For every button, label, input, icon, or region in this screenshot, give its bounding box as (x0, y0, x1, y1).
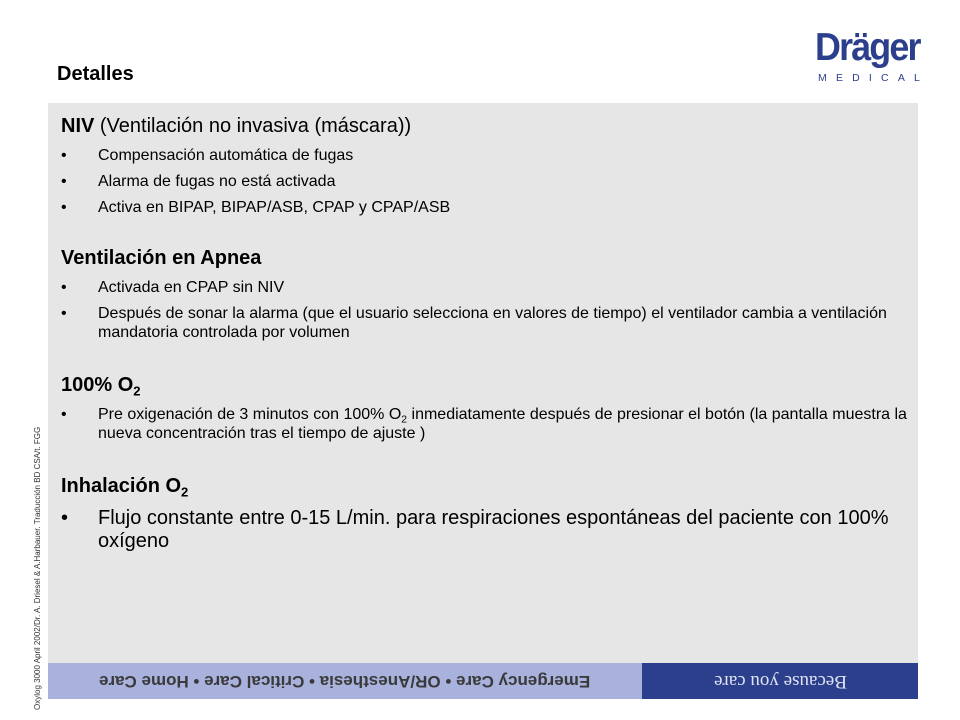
oxygen-subscript: 2 (401, 414, 408, 426)
footer-segments-text: Emergency Care • OR/Anesthesia • Critical Care • Home Care (99, 672, 591, 691)
list-item-text: Pre oxigenación de 3 minutos con 100% O (98, 406, 402, 423)
bullet-icon: • (61, 147, 67, 164)
apnea-title: Ventilación en Apnea (61, 247, 262, 269)
bullet-icon: • (61, 173, 67, 190)
logo-subtitle: MEDICAL (818, 72, 930, 84)
bullet-icon: • (61, 199, 67, 216)
section-niv-heading (61, 113, 921, 139)
list-item (61, 198, 921, 217)
list-item-text: Flujo constante entre 0-15 L/min. para respiraciones espontáneas del paciente con 100% oxígeno (98, 507, 889, 552)
footer-banner (48, 663, 918, 699)
list-item-text: Activada en CPAP sin NIV (98, 279, 285, 296)
list-item-text: Compensación automática de fugas (98, 147, 354, 164)
section-oxygen-heading (61, 372, 921, 398)
section-apnea (61, 245, 921, 342)
drager-medical-logo (815, 26, 930, 84)
section-niv (61, 113, 921, 217)
vertical-credit-note: Oxylog 3000 April 2002/Dr. A. Driesel & A.Harbauer. Traducción BD CSA/t. FGG (33, 426, 42, 710)
list-item (61, 507, 921, 553)
oxygen-title-subscript: 2 (133, 383, 141, 399)
list-item-text: Activa en BIPAP, BIPAP/ASB, CPAP y CPAP/ASB (98, 199, 451, 216)
bullet-icon: • (61, 406, 67, 423)
list-item-text-continued: inmediatamente después de presionar el botón (la pantalla muestra la nueva concentración tras el tiempo de ajuste ) (98, 406, 907, 442)
niv-title-rest: (Ventilación no invasiva (máscara)) (94, 115, 412, 137)
list-item-text: Después de sonar la alarma (que el usuario selecciona en valores de tiempo) el ventilador cambia a ventilación mandatoria controlada por volumen (98, 305, 887, 341)
section-inhalation-heading (61, 473, 921, 499)
bullet-icon: • (61, 305, 67, 322)
list-item (61, 172, 921, 191)
list-item (61, 304, 921, 342)
bullet-icon: • (61, 279, 67, 296)
bullet-icon: • (61, 507, 69, 529)
footer-segments-bar (48, 663, 642, 699)
content-body (61, 113, 921, 553)
section-apnea-heading (61, 245, 921, 271)
slide-title: Detalles (57, 63, 134, 85)
niv-abbrev: NIV (61, 115, 95, 137)
inhalation-title: Inhalación O (61, 475, 182, 497)
logo-wordmark: Dräger (815, 26, 920, 69)
oxygen-title: 100% O (61, 374, 134, 396)
inhalation-title-subscript: 2 (181, 484, 189, 500)
list-item (61, 278, 921, 297)
list-item-text: Alarma de fugas no está activada (98, 173, 336, 190)
list-item (61, 146, 921, 165)
section-oxygen-100 (61, 372, 921, 443)
list-item (61, 405, 921, 443)
footer-slogan-text: Because you care (713, 671, 847, 692)
footer-slogan-bar (642, 663, 918, 699)
section-inhalation (61, 473, 921, 553)
